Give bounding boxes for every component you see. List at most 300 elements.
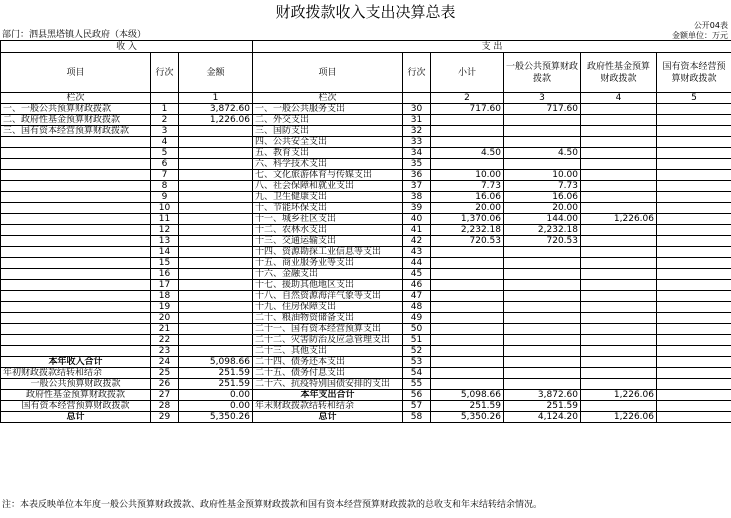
subtotal-cell: [431, 379, 504, 390]
expense-row-no-cell: 37: [403, 181, 431, 192]
income-amount-cell: [179, 159, 253, 170]
general-budget-cell: 144.00: [504, 214, 581, 225]
subtotal-cell: 1,370.06: [431, 214, 504, 225]
expense-row-no-cell: 57: [403, 401, 431, 412]
fund-budget-cell: [581, 346, 657, 357]
subtotal-cell: [431, 126, 504, 137]
income-item-cell: [1, 225, 151, 236]
income-row-no-cell: 25: [151, 368, 179, 379]
soe-budget-cell: [657, 280, 731, 291]
table-row: [1, 269, 731, 280]
income-item-cell: [1, 324, 151, 335]
general-budget-cell: 251.59: [504, 401, 581, 412]
income-row-no-cell: 17: [151, 280, 179, 291]
income-row-no-cell: 13: [151, 236, 179, 247]
expense-item-cell: 七、文化旅游体育与传媒支出: [253, 170, 403, 181]
expense-row-no-cell: 31: [403, 115, 431, 126]
fund-budget-cell: [581, 203, 657, 214]
income-item-cell: 政府性基金预算财政拨款: [1, 390, 151, 401]
table-row: [1, 247, 731, 258]
income-row-no-cell: 16: [151, 269, 179, 280]
group-header-row: [1, 41, 731, 53]
general-budget-cell: [504, 357, 581, 368]
general-budget-cell: [504, 291, 581, 302]
expense-row-no-cell: 55: [403, 379, 431, 390]
general-budget-cell: 3,872.60: [504, 390, 581, 401]
general-budget-cell: 717.60: [504, 104, 581, 115]
col-number-5: 5: [657, 93, 731, 104]
subtotal-cell: [431, 247, 504, 258]
income-item-cell: [1, 203, 151, 214]
expense-row-no-cell: 30: [403, 104, 431, 115]
general-budget-cell: [504, 280, 581, 291]
subtotal-cell: 720.53: [431, 236, 504, 247]
general-budget-cell: [504, 379, 581, 390]
income-item-cell: 本年收入合计: [1, 357, 151, 368]
fund-budget-cell: [581, 115, 657, 126]
income-amount-cell: [179, 236, 253, 247]
expense-item-cell: 六、科学技术支出: [253, 159, 403, 170]
fund-budget-cell: [581, 137, 657, 148]
expense-item-cell: 十五、商业服务业等支出: [253, 258, 403, 269]
soe-budget-cell: [657, 368, 731, 379]
income-item-cell: [1, 159, 151, 170]
table-row: [1, 236, 731, 247]
income-row-no-cell: 20: [151, 313, 179, 324]
expense-item-cell: 二十二、灾害防治及应急管理支出: [253, 335, 403, 346]
col-number-3: 3: [504, 93, 581, 104]
soe-budget-cell: [657, 412, 731, 423]
soe-budget-cell: [657, 324, 731, 335]
expense-item-cell: 十六、金融支出: [253, 269, 403, 280]
subtotal-cell: [431, 258, 504, 269]
income-amount-cell: 251.59: [179, 379, 253, 390]
fund-budget-cell: [581, 181, 657, 192]
fund-budget-cell: [581, 148, 657, 159]
income-row-no-cell: 4: [151, 137, 179, 148]
general-budget-cell: [504, 324, 581, 335]
table-row: [1, 115, 731, 126]
subtotal-cell: 5,350.26: [431, 412, 504, 423]
expense-row-no-cell: 44: [403, 258, 431, 269]
income-item-cell: 一般公共预算财政拨款: [1, 379, 151, 390]
expense-item-cell: 二十、粮油物资储备支出: [253, 313, 403, 324]
income-amount-cell: [179, 148, 253, 159]
soe-budget-cell: [657, 115, 731, 126]
general-budget-cell: 20.00: [504, 203, 581, 214]
general-budget-cell: [504, 335, 581, 346]
income-row-no-cell: 5: [151, 148, 179, 159]
soe-budget-cell: [657, 148, 731, 159]
table-row: [1, 412, 731, 423]
income-row-no-cell: 22: [151, 335, 179, 346]
income-amount-cell: [179, 313, 253, 324]
general-budget-cell: [504, 313, 581, 324]
income-item-cell: 三、国有资本经营预算财政拨款: [1, 126, 151, 137]
income-amount-header: 金额: [179, 53, 253, 93]
income-group-header: 收 入: [1, 41, 253, 53]
income-item-cell: 年初财政拨款结转和结余: [1, 368, 151, 379]
soe-budget-cell: [657, 346, 731, 357]
fund-budget-cell: [581, 357, 657, 368]
expense-item-cell: 十二、农林水支出: [253, 225, 403, 236]
soe-budget-cell: [657, 401, 731, 412]
subtotal-cell: [431, 357, 504, 368]
income-row-no-cell: 15: [151, 258, 179, 269]
soe-budget-cell: [657, 390, 731, 401]
general-budget-cell: [504, 368, 581, 379]
general-budget-header: 一般公共预算财政拨款: [504, 53, 581, 93]
income-amount-cell: [179, 126, 253, 137]
soe-budget-cell: [657, 104, 731, 115]
expense-row-no-cell: 43: [403, 247, 431, 258]
income-amount-cell: [179, 346, 253, 357]
fund-budget-cell: [581, 247, 657, 258]
income-item-cell: 国有资本经营预算财政拨款: [1, 401, 151, 412]
income-item-cell: [1, 269, 151, 280]
subtotal-cell: [431, 159, 504, 170]
table-row: [1, 192, 731, 203]
form-code: 公开04表: [693, 21, 728, 30]
general-budget-cell: 10.00: [504, 170, 581, 181]
income-amount-cell: [179, 269, 253, 280]
col-label-right: 栏次: [253, 93, 403, 104]
income-row-no-cell: 18: [151, 291, 179, 302]
expense-row-no-cell: 45: [403, 269, 431, 280]
income-item-cell: [1, 302, 151, 313]
general-budget-cell: [504, 302, 581, 313]
income-item-cell: [1, 313, 151, 324]
income-row-no-header: 行次: [151, 53, 179, 93]
income-amount-cell: 251.59: [179, 368, 253, 379]
expense-item-cell: 十一、城乡社区支出: [253, 214, 403, 225]
expense-item-cell: 一、一般公共服务支出: [253, 104, 403, 115]
income-row-no-cell: 19: [151, 302, 179, 313]
table-row: [1, 104, 731, 115]
expense-row-no-cell: 48: [403, 302, 431, 313]
expense-item-cell: 总计: [253, 412, 403, 423]
fund-budget-cell: [581, 192, 657, 203]
expense-row-no-cell: 35: [403, 159, 431, 170]
income-item-cell: [1, 280, 151, 291]
income-row-no-cell: 1: [151, 104, 179, 115]
table-row: [1, 280, 731, 291]
expense-row-no-cell: 58: [403, 412, 431, 423]
table-row: [1, 401, 731, 412]
income-row-no-cell: 2: [151, 115, 179, 126]
table-row: [1, 203, 731, 214]
expense-item-header: 项目: [253, 53, 403, 93]
income-row-no-cell: 3: [151, 126, 179, 137]
soe-budget-header: 国有资本经营预算财政拨款: [657, 53, 731, 93]
table-row: [1, 335, 731, 346]
expense-row-no-cell: 39: [403, 203, 431, 214]
table-row: [1, 313, 731, 324]
general-budget-cell: [504, 258, 581, 269]
income-item-cell: [1, 137, 151, 148]
expense-row-no-cell: 40: [403, 214, 431, 225]
expense-row-no-cell: 42: [403, 236, 431, 247]
expense-row-no-cell: 46: [403, 280, 431, 291]
soe-budget-cell: [657, 357, 731, 368]
subtotal-cell: 10.00: [431, 170, 504, 181]
column-number-row: [1, 93, 731, 104]
income-amount-cell: [179, 302, 253, 313]
expense-item-cell: 三、国防支出: [253, 126, 403, 137]
table-row: [1, 126, 731, 137]
income-row-no-cell: 14: [151, 247, 179, 258]
table-row: [1, 258, 731, 269]
general-budget-cell: [504, 247, 581, 258]
income-amount-cell: [179, 258, 253, 269]
table-row: [1, 137, 731, 148]
subtotal-cell: 251.59: [431, 401, 504, 412]
expense-item-cell: 四、公共安全支出: [253, 137, 403, 148]
general-budget-cell: [504, 115, 581, 126]
expense-row-no-cell: 49: [403, 313, 431, 324]
income-amount-cell: [179, 192, 253, 203]
income-row-no-cell: 7: [151, 170, 179, 181]
expense-item-cell: 十、节能环保支出: [253, 203, 403, 214]
fund-budget-cell: [581, 302, 657, 313]
income-item-cell: 总计: [1, 412, 151, 423]
fund-budget-cell: [581, 401, 657, 412]
income-amount-cell: 5,098.66: [179, 357, 253, 368]
income-row-no-cell: 12: [151, 225, 179, 236]
income-item-cell: 二、政府性基金预算财政拨款: [1, 115, 151, 126]
fund-budget-cell: [581, 368, 657, 379]
table-row: [1, 214, 731, 225]
income-amount-cell: 0.00: [179, 401, 253, 412]
income-amount-cell: [179, 214, 253, 225]
income-row-no-cell: 24: [151, 357, 179, 368]
table-row: [1, 170, 731, 181]
income-item-header: 项目: [1, 53, 151, 93]
income-item-cell: [1, 181, 151, 192]
expense-item-cell: 五、教育支出: [253, 148, 403, 159]
general-budget-cell: 16.06: [504, 192, 581, 203]
income-amount-cell: [179, 203, 253, 214]
col-number-2: 2: [431, 93, 504, 104]
soe-budget-cell: [657, 203, 731, 214]
subtotal-cell: [431, 280, 504, 291]
table-row: [1, 181, 731, 192]
fund-budget-cell: [581, 104, 657, 115]
footnote: 注：本表反映单位本年度一般公共预算财政拨款、政府性基金预算财政拨款和国有资本经营预算财政拨款的总收支和年末结转结余情况。: [2, 500, 543, 510]
expense-item-cell: 十四、资源勘探工业信息等支出: [253, 247, 403, 258]
expense-item-cell: 二十三、其他支出: [253, 346, 403, 357]
subtotal-cell: [431, 302, 504, 313]
table-row: [1, 225, 731, 236]
soe-budget-cell: [657, 236, 731, 247]
income-row-no-cell: 29: [151, 412, 179, 423]
expense-group-header: 支 出: [253, 41, 731, 53]
income-amount-cell: [179, 280, 253, 291]
income-item-cell: [1, 214, 151, 225]
fund-budget-cell: [581, 269, 657, 280]
income-amount-cell: [179, 170, 253, 181]
general-budget-cell: [504, 269, 581, 280]
subtotal-cell: [431, 269, 504, 280]
income-amount-cell: 1,226.06: [179, 115, 253, 126]
fund-budget-cell: [581, 313, 657, 324]
income-item-cell: [1, 335, 151, 346]
expense-item-cell: 二、外交支出: [253, 115, 403, 126]
fund-budget-header: 政府性基金预算财政拨款: [581, 53, 657, 93]
subtotal-cell: [431, 137, 504, 148]
subtotal-cell: 5,098.66: [431, 390, 504, 401]
fund-budget-cell: 1,226.06: [581, 214, 657, 225]
fund-budget-cell: [581, 280, 657, 291]
income-row-no-cell: 11: [151, 214, 179, 225]
expense-row-no-header: 行次: [403, 53, 431, 93]
fund-budget-cell: [581, 335, 657, 346]
soe-budget-cell: [657, 335, 731, 346]
fund-budget-cell: [581, 258, 657, 269]
income-amount-cell: [179, 247, 253, 258]
soe-budget-cell: [657, 302, 731, 313]
table-row: [1, 357, 731, 368]
income-row-no-cell: 21: [151, 324, 179, 335]
subtotal-cell: 16.06: [431, 192, 504, 203]
income-amount-cell: 0.00: [179, 390, 253, 401]
table-row: [1, 368, 731, 379]
fund-budget-cell: [581, 225, 657, 236]
subtotal-cell: 7.73: [431, 181, 504, 192]
soe-budget-cell: [657, 126, 731, 137]
general-budget-cell: [504, 126, 581, 137]
general-budget-cell: 7.73: [504, 181, 581, 192]
expense-row-no-cell: 33: [403, 137, 431, 148]
soe-budget-cell: [657, 170, 731, 181]
expense-item-cell: 年末财政拨款结转和结余: [253, 401, 403, 412]
col-empty-left: [151, 93, 179, 104]
soe-budget-cell: [657, 159, 731, 170]
department-label: 部门：泗县黑塔镇人民政府（本级）: [2, 30, 147, 40]
expense-row-no-cell: 38: [403, 192, 431, 203]
fund-budget-cell: [581, 291, 657, 302]
expense-item-cell: 十九、住房保障支出: [253, 302, 403, 313]
income-row-no-cell: 27: [151, 390, 179, 401]
expense-item-cell: 十八、自然资源海洋气象等支出: [253, 291, 403, 302]
subtotal-cell: [431, 324, 504, 335]
income-item-cell: [1, 247, 151, 258]
income-item-cell: [1, 258, 151, 269]
income-amount-cell: [179, 181, 253, 192]
subtotal-cell: [431, 115, 504, 126]
income-item-cell: [1, 148, 151, 159]
expense-item-cell: 二十五、债务付息支出: [253, 368, 403, 379]
general-budget-cell: 2,232.18: [504, 225, 581, 236]
income-amount-cell: [179, 225, 253, 236]
expense-row-no-cell: 47: [403, 291, 431, 302]
fund-budget-cell: [581, 324, 657, 335]
income-row-no-cell: 6: [151, 159, 179, 170]
column-header-row: [1, 53, 731, 93]
report-title: 财政拨款收入支出决算总表: [275, 3, 456, 21]
income-item-cell: [1, 291, 151, 302]
subtotal-cell: 20.00: [431, 203, 504, 214]
general-budget-cell: 4,124.20: [504, 412, 581, 423]
table-row: [1, 379, 731, 390]
expense-row-no-cell: 32: [403, 126, 431, 137]
soe-budget-cell: [657, 225, 731, 236]
fund-budget-cell: [581, 170, 657, 181]
expense-row-no-cell: 53: [403, 357, 431, 368]
subtotal-cell: [431, 313, 504, 324]
soe-budget-cell: [657, 269, 731, 280]
expense-item-cell: 八、社会保障和就业支出: [253, 181, 403, 192]
income-amount-cell: 3,872.60: [179, 104, 253, 115]
general-budget-cell: 4.50: [504, 148, 581, 159]
income-row-no-cell: 23: [151, 346, 179, 357]
fund-budget-cell: [581, 159, 657, 170]
table-row: [1, 302, 731, 313]
expense-item-cell: 二十四、债务还本支出: [253, 357, 403, 368]
income-item-cell: [1, 346, 151, 357]
income-row-no-cell: 10: [151, 203, 179, 214]
fund-budget-cell: 1,226.06: [581, 390, 657, 401]
income-item-cell: [1, 192, 151, 203]
expense-row-no-cell: 41: [403, 225, 431, 236]
table-row: [1, 390, 731, 401]
expense-item-cell: 九、卫生健康支出: [253, 192, 403, 203]
fund-budget-cell: [581, 126, 657, 137]
income-row-no-cell: 8: [151, 181, 179, 192]
subtotal-cell: [431, 335, 504, 346]
subtotal-cell: [431, 368, 504, 379]
subtotal-cell: 2,232.18: [431, 225, 504, 236]
expense-row-no-cell: 54: [403, 368, 431, 379]
income-amount-cell: 5,350.26: [179, 412, 253, 423]
income-row-no-cell: 26: [151, 379, 179, 390]
expense-row-no-cell: 51: [403, 335, 431, 346]
col-empty-right: [403, 93, 431, 104]
subtotal-cell: 4.50: [431, 148, 504, 159]
subtotal-cell: 717.60: [431, 104, 504, 115]
income-amount-cell: [179, 324, 253, 335]
soe-budget-cell: [657, 379, 731, 390]
subtotal-cell: [431, 291, 504, 302]
col-number-4: 4: [581, 93, 657, 104]
expense-row-no-cell: 34: [403, 148, 431, 159]
soe-budget-cell: [657, 258, 731, 269]
table-row: [1, 148, 731, 159]
general-budget-cell: [504, 137, 581, 148]
table-row: [1, 159, 731, 170]
col-number-1: 1: [179, 93, 253, 104]
col-label-left: 栏次: [1, 93, 151, 104]
income-item-cell: 一、一般公共预算财政拨款: [1, 104, 151, 115]
subtotal-header: 小计: [431, 53, 504, 93]
subtotal-cell: [431, 346, 504, 357]
soe-budget-cell: [657, 181, 731, 192]
expense-item-cell: 二十六、抗疫特别国债安排的支出: [253, 379, 403, 390]
soe-budget-cell: [657, 291, 731, 302]
fund-budget-cell: [581, 236, 657, 247]
income-amount-cell: [179, 137, 253, 148]
unit-label: 金额单位：万元: [672, 31, 728, 40]
soe-budget-cell: [657, 214, 731, 225]
table-row: [1, 291, 731, 302]
expense-row-no-cell: 36: [403, 170, 431, 181]
expense-item-cell: 二十一、国有资本经营预算支出: [253, 324, 403, 335]
soe-budget-cell: [657, 313, 731, 324]
income-row-no-cell: 9: [151, 192, 179, 203]
fund-budget-cell: [581, 379, 657, 390]
budget-table: [0, 40, 731, 423]
soe-budget-cell: [657, 192, 731, 203]
